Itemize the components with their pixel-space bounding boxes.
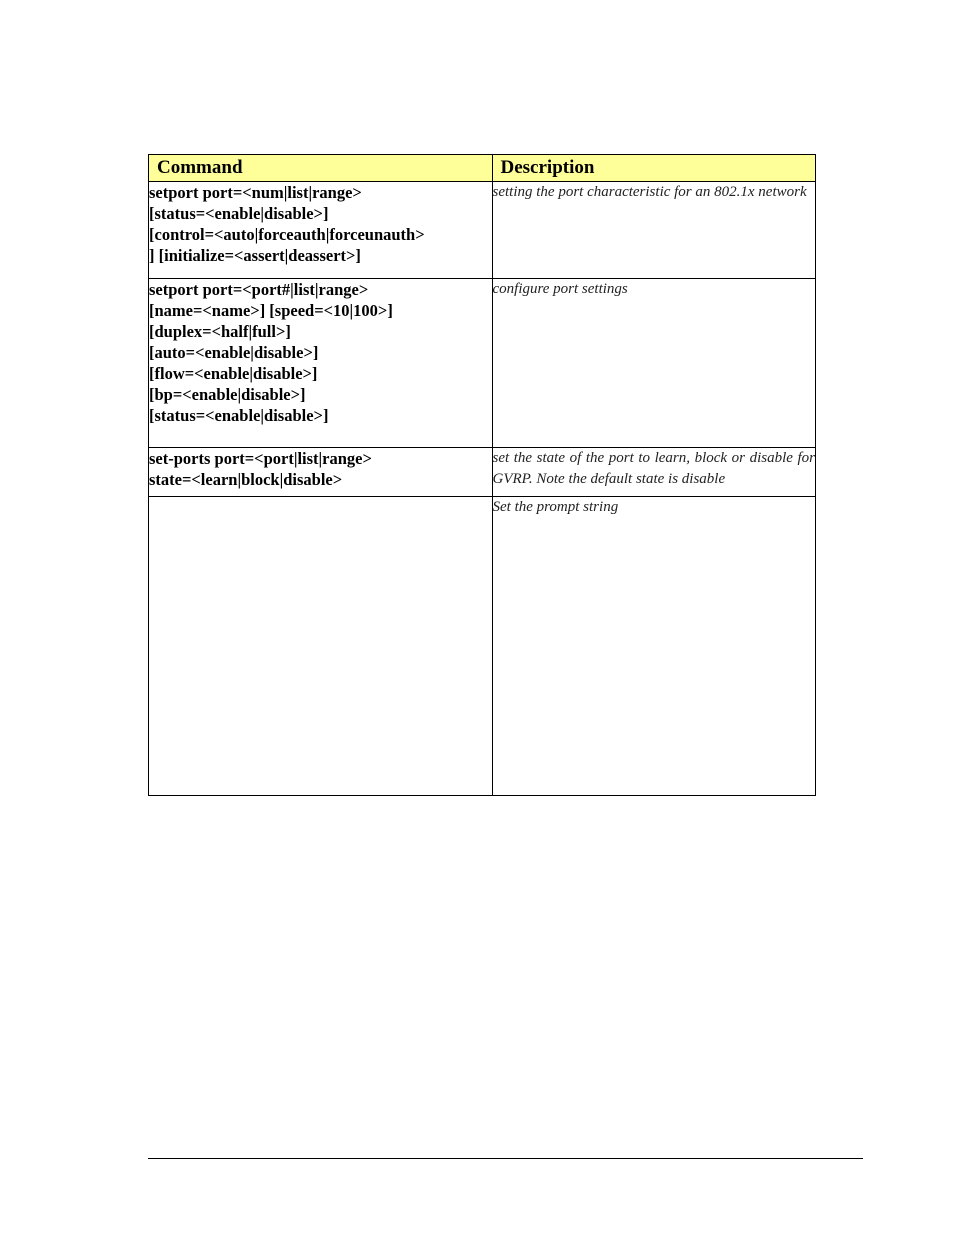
command-table <box>148 154 816 796</box>
footer-divider <box>148 1158 863 1159</box>
command-cell: setport port=<num|list|range> [status=<enable|disable>] [control=<auto|forceauth|forceunauth> ] [initialize=<assert|deassert>] <box>149 182 493 279</box>
table-header-row <box>149 155 816 182</box>
description-cell: setting the port characteristic for an 802.1x network <box>492 182 816 279</box>
command-column-header: Command <box>149 155 493 182</box>
command-cell: set-ports port=<port|list|range> state=<learn|block|disable> <box>149 448 493 497</box>
description-cell: Set the prompt string <box>492 497 816 796</box>
description-cell: configure port settings <box>492 279 816 448</box>
table-row <box>149 448 816 497</box>
table-row <box>149 279 816 448</box>
table-row <box>149 497 816 796</box>
command-cell <box>149 497 493 796</box>
description-cell: set the state of the port to learn, block or disable for GVRP. Note the default state is disable <box>492 448 816 497</box>
description-column-header: Description <box>492 155 816 182</box>
table-row <box>149 182 816 279</box>
command-cell: setport port=<port#|list|range> [name=<name>] [speed=<10|100>] [duplex=<half|full>] [auto=<enable|disable>] [flow=<enable|disable>] [bp=<enable|disable>] [status=<enable|disable>] <box>149 279 493 448</box>
